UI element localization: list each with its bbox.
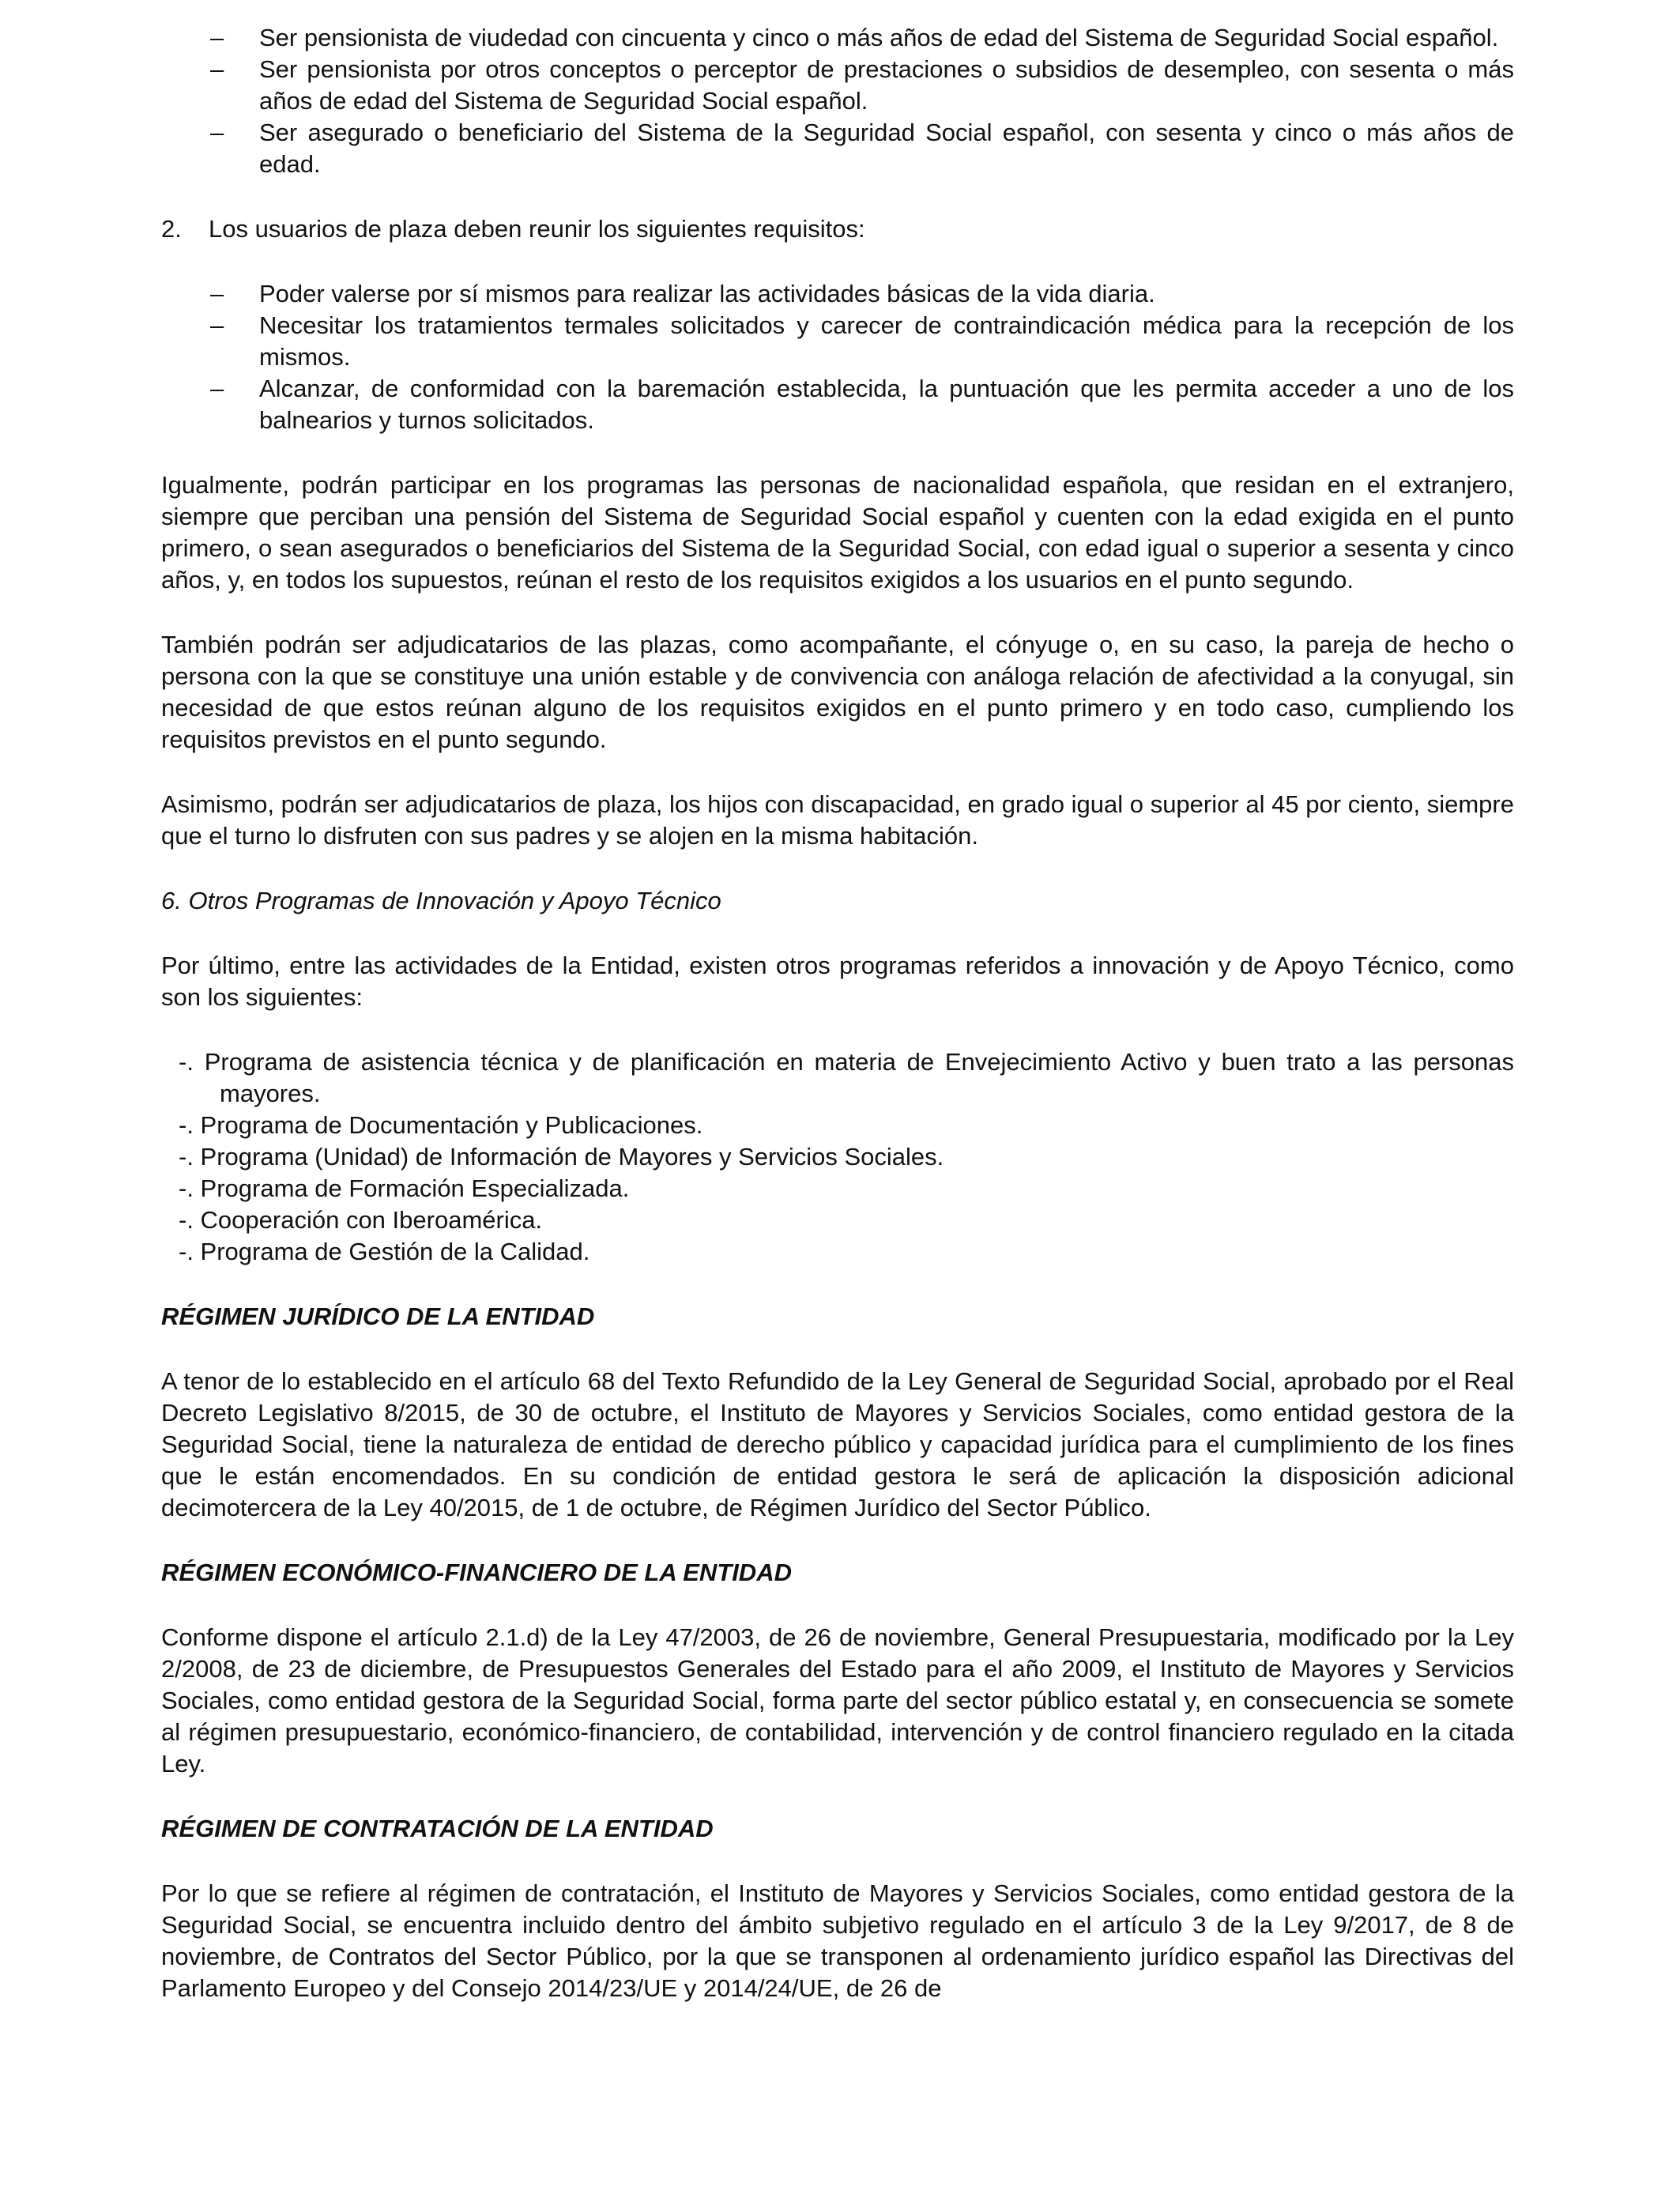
dash-bullet: – xyxy=(210,55,224,83)
section-heading-juridico: RÉGIMEN JURÍDICO DE LA ENTIDAD xyxy=(161,1302,595,1330)
programs-list xyxy=(161,1046,1514,1268)
list-item: – Ser pensionista por otros conceptos o perceptor de prestaciones o subsidios de desempleo, con sesenta o más años de edad del Sistema de Seguridad Social español. xyxy=(210,55,1514,115)
eligibility-list xyxy=(161,22,1514,180)
point-number: 2. xyxy=(161,215,182,243)
paragraph-igualmente: Igualmente, podrán participar en los programas las personas de nacionalidad española, que residan en el extranjero, siempre que perciban una pensión del Sistema de Seguridad Social español y cuenten con la edad exigida en el punto primero, o sean asegurados o beneficiarios del Sistema de la Seguridad Social, con edad igual o superior a sesenta y cinco años, y, en todos los supuestos, reúnan el resto de los requisitos exigidos a los usuarios en el punto segundo. xyxy=(161,471,1514,594)
paragraph-asimismo: Asimismo, podrán ser adjudicatarios de plaza, los hijos con discapacidad, en grado igual o superior al 45 por ciento, siempre que el turno lo disfruten con sus padres y se alojen en la misma habitación. xyxy=(161,790,1514,850)
paragraph-por-ultimo: Por último, entre las actividades de la Entidad, existen otros programas referidos a innovación y de Apoyo Técnico, como son los siguientes: xyxy=(161,952,1514,1011)
document-page xyxy=(161,22,1514,2004)
section-heading-economico: RÉGIMEN ECONÓMICO-FINANCIERO DE LA ENTIDAD xyxy=(161,1559,792,1586)
section-heading-contratacion: RÉGIMEN DE CONTRATACIÓN DE LA ENTIDAD xyxy=(161,1815,714,1842)
list-item: -. Programa de Documentación y Publicaciones. xyxy=(179,1111,703,1139)
list-item: – Ser asegurado o beneficiario del Sistema de la Seguridad Social español, con sesenta y cinco o más años de edad. xyxy=(210,119,1514,178)
list-item: – Ser pensionista de viudedad con cincuenta y cinco o más años de edad del Sistema de Seguridad Social español. xyxy=(161,22,1514,54)
paragraph-juridico: A tenor de lo establecido en el artículo 68 del Texto Refundido de la Ley General de Seguridad Social, aprobado por el Real Decreto Legislativo 8/2015, de 30 de octubre, el Instituto de Mayores y Servicios Sociales, como entidad gestora de la Seguridad Social, tiene la naturaleza de entidad de derecho público y capacidad jurídica para el cumplimiento de los fines que le están encomendados. En su condición de entidad gestora le será de aplicación la disposición adicional decimotercera de la Ley 40/2015, de 1 de octubre, de Régimen Jurídico del Sector Público. xyxy=(161,1367,1514,1521)
paragraph-contratacion: Por lo que se refiere al régimen de contratación, el Instituto de Mayores y Servicios Sociales, como entidad gestora de la Seguridad Social, se encuentra incluido dentro del ámbito subjetivo regulado en el artículo 3 de la Ley 9/2017, de 8 de noviembre, de Contratos del Sector Público, por la que se transponen al ordenamiento jurídico español las Directivas del Parlamento Europeo y del Consejo 2014/23/UE y 2014/24/UE, de 26 de xyxy=(161,1879,1514,2002)
list-item: – Alcanzar, de conformidad con la baremación establecida, la puntuación que les permita acceder a uno de los balnearios y turnos solicitados. xyxy=(210,375,1514,434)
paragraph-economico: Conforme dispone el artículo 2.1.d) de la Ley 47/2003, de 26 de noviembre, General Presupuestaria, modificado por la Ley 2/2008, de 23 de diciembre, de Presupuestos Generales del Estado para el año 2009, el Instituto de Mayores y Servicios Sociales, como entidad gestora de la Seguridad Social, forma parte del sector público estatal y, en consecuencia se somete al régimen presupuestario, económico-financiero, de contabilidad, intervención y de control financiero regulado en la citada Ley. xyxy=(161,1623,1514,1777)
list-item: -. Cooperación con Iberoamérica. xyxy=(179,1206,543,1234)
dash-bullet: – xyxy=(210,280,224,307)
numbered-point-2: 2. Los usuarios de plaza deben reunir los siguientes requisitos: xyxy=(161,213,1514,245)
subheading-otros-programas: 6. Otros Programas de Innovación y Apoyo Técnico xyxy=(161,887,721,914)
requirements-list xyxy=(161,278,1514,436)
list-item: -. Programa de Formación Especializada. xyxy=(179,1174,630,1202)
dash-bullet: – xyxy=(210,375,224,402)
list-item: -. Programa (Unidad) de Información de Mayores y Servicios Sociales. xyxy=(179,1143,944,1171)
dash-bullet: – xyxy=(210,119,224,146)
paragraph-tambien: También podrán ser adjudicatarios de las plazas, como acompañante, el cónyuge o, en su caso, la pareja de hecho o persona con la que se constituye una unión estable y de convivencia con análoga relación de afectividad a la conyugal, sin necesidad de que estos reúnan alguno de los requisitos exigidos en el punto primero y en todo caso, cumpliendo los requisitos previstos en el punto segundo. xyxy=(161,631,1514,753)
list-item: -. Programa de Gestión de la Calidad. xyxy=(179,1238,590,1265)
dash-bullet: – xyxy=(210,311,224,339)
list-item: – Poder valerse por sí mismos para realizar las actividades básicas de la vida diaria. xyxy=(161,278,1514,310)
dash-bullet: – xyxy=(210,24,224,51)
list-item: – Necesitar los tratamientos termales solicitados y carecer de contraindicación médica para la recepción de los mismos. xyxy=(210,311,1514,371)
list-item: -. Programa de asistencia técnica y de planificación en materia de Envejecimiento Activo y buen trato a las personas mayores. xyxy=(179,1048,1514,1107)
